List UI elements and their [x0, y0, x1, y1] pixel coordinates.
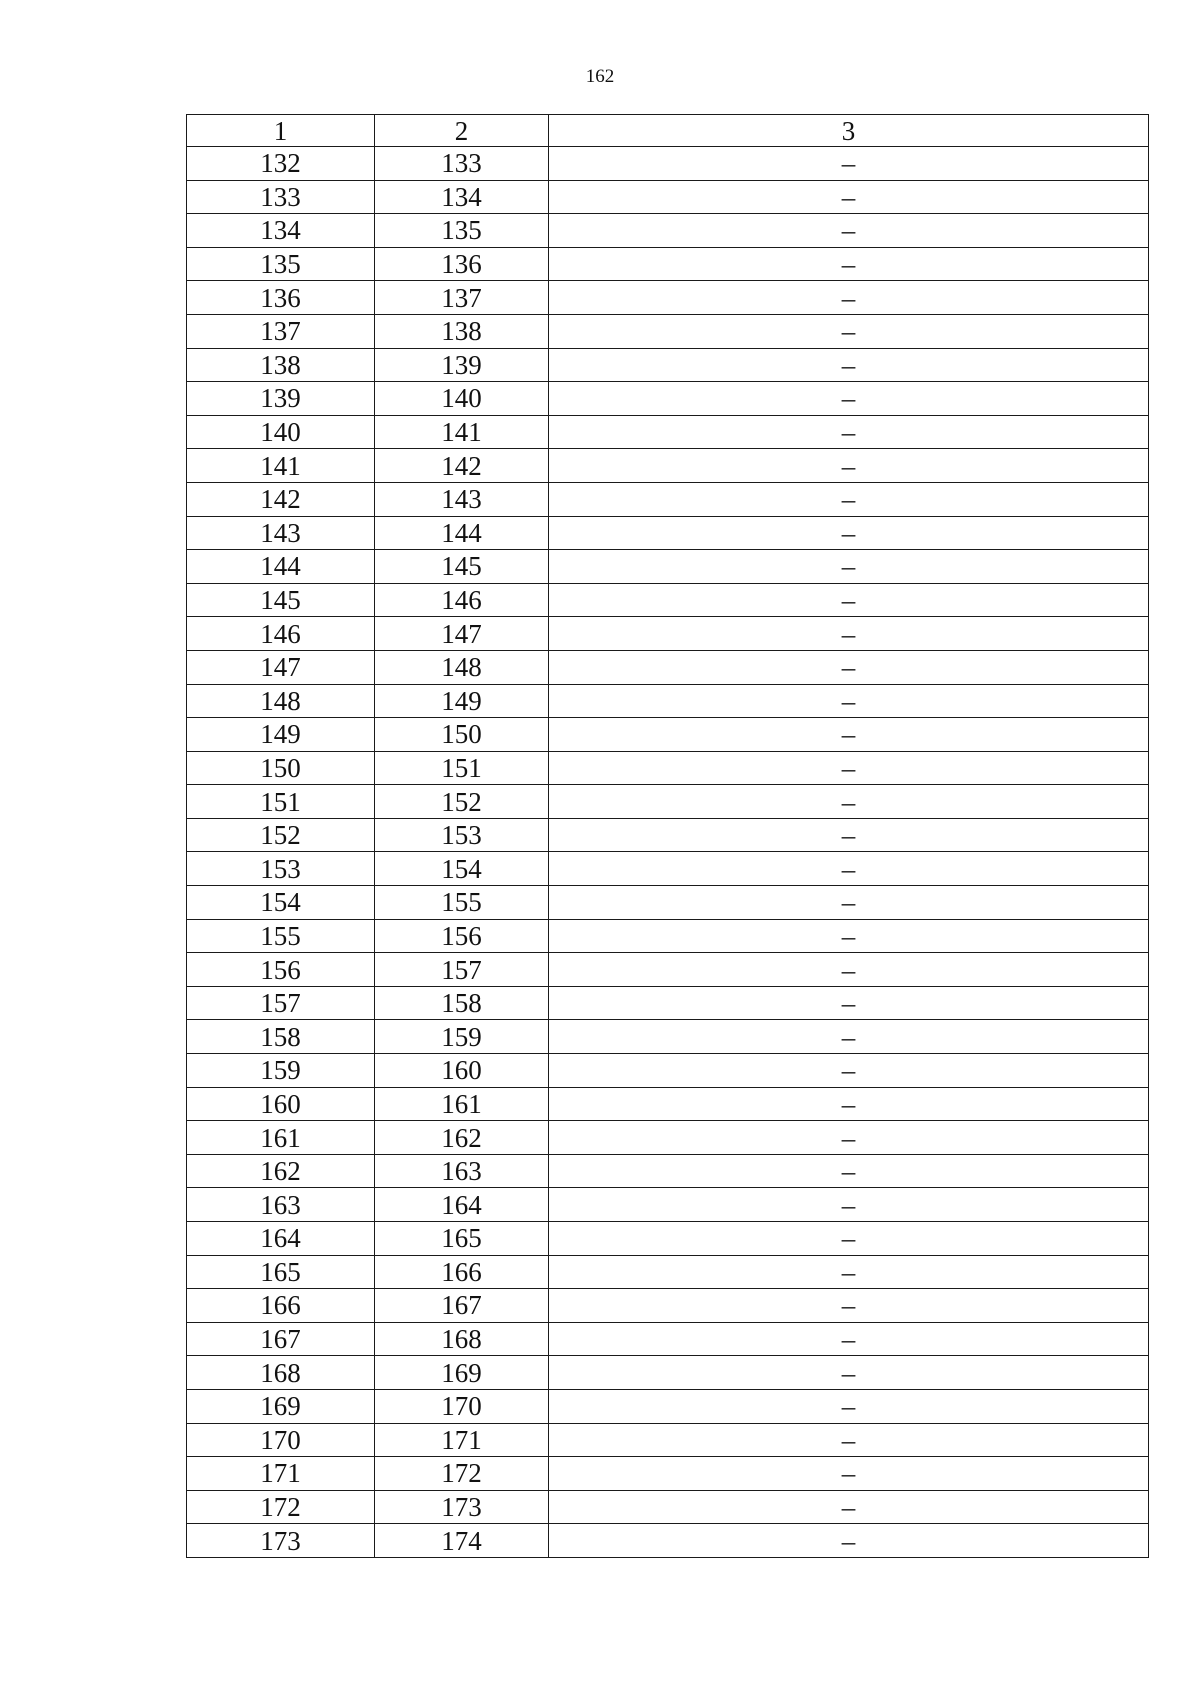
table-row	[187, 180, 1149, 214]
table-cell-col-1: 144	[187, 550, 375, 584]
table-cell-col-1: 142	[187, 482, 375, 516]
table-cell-col-1: 171	[187, 1457, 375, 1491]
table-cell-col-2: 151	[375, 751, 549, 785]
table-row	[187, 1490, 1149, 1524]
table-cell-col-2: 137	[375, 281, 549, 315]
table-row	[187, 415, 1149, 449]
table-cell-col-1: 156	[187, 953, 375, 987]
table-cell-col-1: 161	[187, 1121, 375, 1155]
table-cell-col-1: 157	[187, 986, 375, 1020]
table-cell-col-1: 167	[187, 1322, 375, 1356]
table-cell-col-3: –	[549, 785, 1149, 819]
table-cell-col-1: 170	[187, 1423, 375, 1457]
table-row	[187, 1524, 1149, 1558]
table-cell-col-3: –	[549, 751, 1149, 785]
table-cell-col-1: 140	[187, 415, 375, 449]
table-cell-col-3: –	[549, 650, 1149, 684]
table-cell-col-3: –	[549, 247, 1149, 281]
table-cell-col-1: 148	[187, 684, 375, 718]
table-cell-col-3: –	[549, 1020, 1149, 1054]
table-row	[187, 382, 1149, 416]
table-cell-col-3: –	[549, 516, 1149, 550]
data-table-container	[186, 114, 1148, 1558]
column-header-1: 1	[187, 115, 375, 147]
table-cell-col-3: –	[549, 684, 1149, 718]
table-cell-col-1: 145	[187, 583, 375, 617]
table-cell-col-3: –	[549, 1087, 1149, 1121]
table-row	[187, 1222, 1149, 1256]
table-cell-col-3: –	[549, 1389, 1149, 1423]
table-cell-col-2: 156	[375, 919, 549, 953]
table-cell-col-3: –	[549, 1255, 1149, 1289]
table-cell-col-3: –	[549, 583, 1149, 617]
table-cell-col-2: 134	[375, 180, 549, 214]
table-header-row	[187, 115, 1149, 147]
table-cell-col-3: –	[549, 919, 1149, 953]
table-cell-col-2: 159	[375, 1020, 549, 1054]
table-cell-col-2: 150	[375, 718, 549, 752]
table-cell-col-2: 169	[375, 1356, 549, 1390]
table-cell-col-2: 142	[375, 449, 549, 483]
table-cell-col-3: –	[549, 180, 1149, 214]
table-cell-col-3: –	[549, 449, 1149, 483]
table-cell-col-3: –	[549, 718, 1149, 752]
table-cell-col-1: 172	[187, 1490, 375, 1524]
table-cell-col-1: 163	[187, 1188, 375, 1222]
table-cell-col-2: 146	[375, 583, 549, 617]
table-cell-col-2: 174	[375, 1524, 549, 1558]
table-cell-col-2: 168	[375, 1322, 549, 1356]
table-cell-col-2: 135	[375, 214, 549, 248]
table-cell-col-2: 147	[375, 617, 549, 651]
table-cell-col-2: 173	[375, 1490, 549, 1524]
table-cell-col-2: 158	[375, 986, 549, 1020]
table-cell-col-1: 152	[187, 818, 375, 852]
column-header-2: 2	[375, 115, 549, 147]
table-cell-col-1: 159	[187, 1054, 375, 1088]
table-row	[187, 214, 1149, 248]
table-cell-col-3: –	[549, 1423, 1149, 1457]
table-cell-col-2: 141	[375, 415, 549, 449]
table-row	[187, 751, 1149, 785]
table-row	[187, 1020, 1149, 1054]
table-cell-col-2: 163	[375, 1154, 549, 1188]
table-cell-col-3: –	[549, 382, 1149, 416]
table-cell-col-2: 143	[375, 482, 549, 516]
table-cell-col-1: 166	[187, 1289, 375, 1323]
table-cell-col-2: 165	[375, 1222, 549, 1256]
table-cell-col-1: 139	[187, 382, 375, 416]
table-cell-col-1: 149	[187, 718, 375, 752]
table-cell-col-3: –	[549, 214, 1149, 248]
table-row	[187, 583, 1149, 617]
table-cell-col-1: 143	[187, 516, 375, 550]
table-row	[187, 1356, 1149, 1390]
table-row	[187, 1154, 1149, 1188]
table-cell-col-2: 149	[375, 684, 549, 718]
table-cell-col-1: 147	[187, 650, 375, 684]
table-cell-col-2: 166	[375, 1255, 549, 1289]
table-cell-col-2: 164	[375, 1188, 549, 1222]
table-cell-col-1: 169	[187, 1389, 375, 1423]
table-cell-col-3: –	[549, 1289, 1149, 1323]
table-row	[187, 1255, 1149, 1289]
table-cell-col-2: 139	[375, 348, 549, 382]
table-cell-col-2: 138	[375, 314, 549, 348]
table-cell-col-1: 133	[187, 180, 375, 214]
table-cell-col-3: –	[549, 1356, 1149, 1390]
table-cell-col-1: 136	[187, 281, 375, 315]
table-row	[187, 1423, 1149, 1457]
table-row	[187, 684, 1149, 718]
table-cell-col-2: 161	[375, 1087, 549, 1121]
table-cell-col-2: 155	[375, 886, 549, 920]
table-cell-col-1: 150	[187, 751, 375, 785]
table-row	[187, 1322, 1149, 1356]
table-row	[187, 247, 1149, 281]
table-cell-col-2: 145	[375, 550, 549, 584]
table-cell-col-1: 173	[187, 1524, 375, 1558]
table-cell-col-1: 155	[187, 919, 375, 953]
table-cell-col-3: –	[549, 314, 1149, 348]
table-cell-col-1: 165	[187, 1255, 375, 1289]
table-cell-col-2: 140	[375, 382, 549, 416]
table-row	[187, 986, 1149, 1020]
table-row	[187, 818, 1149, 852]
table-row	[187, 617, 1149, 651]
table-cell-col-2: 153	[375, 818, 549, 852]
table-cell-col-1: 164	[187, 1222, 375, 1256]
table-cell-col-3: –	[549, 1222, 1149, 1256]
table-cell-col-3: –	[549, 1121, 1149, 1155]
table-cell-col-1: 154	[187, 886, 375, 920]
table-row	[187, 1087, 1149, 1121]
table-cell-col-3: –	[549, 953, 1149, 987]
table-row	[187, 650, 1149, 684]
table-row	[187, 1389, 1149, 1423]
table-row	[187, 1054, 1149, 1088]
table-cell-col-3: –	[549, 1188, 1149, 1222]
table-cell-col-1: 168	[187, 1356, 375, 1390]
table-row	[187, 1121, 1149, 1155]
table-row	[187, 348, 1149, 382]
table-cell-col-2: 170	[375, 1389, 549, 1423]
table-row	[187, 953, 1149, 987]
table-cell-col-3: –	[549, 1054, 1149, 1088]
table-cell-col-1: 138	[187, 348, 375, 382]
table-row	[187, 1289, 1149, 1323]
table-cell-col-3: –	[549, 348, 1149, 382]
table-row	[187, 1188, 1149, 1222]
table-cell-col-3: –	[549, 1524, 1149, 1558]
table-cell-col-1: 153	[187, 852, 375, 886]
table-cell-col-1: 160	[187, 1087, 375, 1121]
table-cell-col-3: –	[549, 1154, 1149, 1188]
table-row	[187, 1457, 1149, 1491]
table-cell-col-1: 135	[187, 247, 375, 281]
table-cell-col-2: 172	[375, 1457, 549, 1491]
table-row	[187, 281, 1149, 315]
table-cell-col-2: 171	[375, 1423, 549, 1457]
table-cell-col-2: 154	[375, 852, 549, 886]
table-cell-col-2: 133	[375, 147, 549, 181]
table-row	[187, 147, 1149, 181]
table-row	[187, 785, 1149, 819]
table-cell-col-1: 146	[187, 617, 375, 651]
table-cell-col-3: –	[549, 482, 1149, 516]
table-cell-col-3: –	[549, 550, 1149, 584]
table-cell-col-3: –	[549, 281, 1149, 315]
table-row	[187, 314, 1149, 348]
table-body	[187, 115, 1149, 1558]
table-row	[187, 516, 1149, 550]
table-cell-col-2: 144	[375, 516, 549, 550]
data-table	[186, 114, 1149, 1558]
table-cell-col-1: 158	[187, 1020, 375, 1054]
table-row	[187, 852, 1149, 886]
table-cell-col-1: 134	[187, 214, 375, 248]
table-cell-col-3: –	[549, 1322, 1149, 1356]
table-cell-col-3: –	[549, 986, 1149, 1020]
page-number: 162	[585, 66, 615, 87]
table-cell-col-2: 167	[375, 1289, 549, 1323]
table-cell-col-2: 148	[375, 650, 549, 684]
table-row	[187, 550, 1149, 584]
table-cell-col-2: 162	[375, 1121, 549, 1155]
table-cell-col-1: 137	[187, 314, 375, 348]
table-row	[187, 482, 1149, 516]
table-cell-col-3: –	[549, 617, 1149, 651]
table-cell-col-2: 136	[375, 247, 549, 281]
table-cell-col-3: –	[549, 852, 1149, 886]
column-header-3: 3	[549, 115, 1149, 147]
table-row	[187, 886, 1149, 920]
table-cell-col-2: 152	[375, 785, 549, 819]
table-cell-col-2: 157	[375, 953, 549, 987]
table-row	[187, 919, 1149, 953]
table-cell-col-1: 141	[187, 449, 375, 483]
table-cell-col-3: –	[549, 886, 1149, 920]
table-cell-col-3: –	[549, 1490, 1149, 1524]
table-cell-col-2: 160	[375, 1054, 549, 1088]
table-cell-col-1: 132	[187, 147, 375, 181]
table-row	[187, 449, 1149, 483]
table-cell-col-3: –	[549, 818, 1149, 852]
table-row	[187, 718, 1149, 752]
table-cell-col-1: 162	[187, 1154, 375, 1188]
table-cell-col-3: –	[549, 1457, 1149, 1491]
table-cell-col-1: 151	[187, 785, 375, 819]
table-cell-col-3: –	[549, 415, 1149, 449]
table-cell-col-3: –	[549, 147, 1149, 181]
